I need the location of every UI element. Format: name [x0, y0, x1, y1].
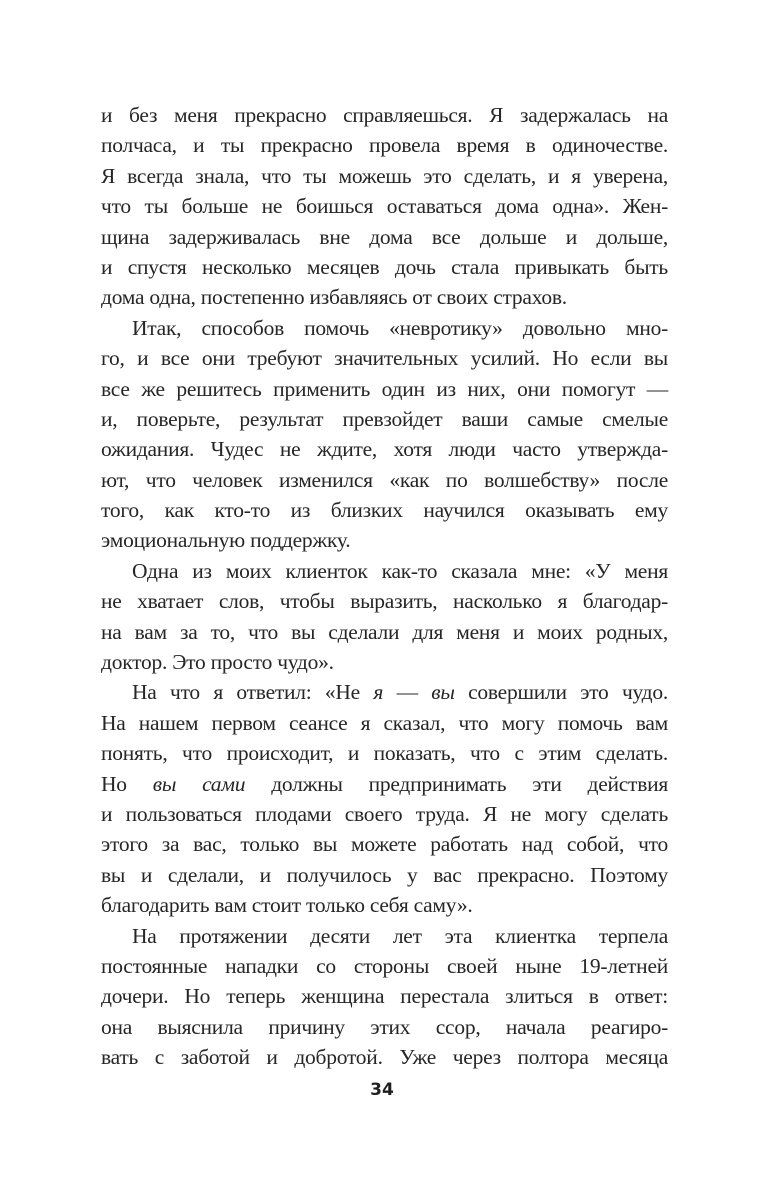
text-line	[101, 860, 668, 890]
text-run: и пользоваться плодами своего труда. Я не могу сделать	[101, 801, 668, 826]
text-run: —	[383, 680, 432, 705]
text-run: совершили это чудо.	[454, 680, 669, 705]
text-run: и, поверьте, результат превзойдет ваши самые смелые	[101, 406, 668, 431]
text-run: На нашем первом сеансе я сказал, что могу помочь вам	[101, 710, 668, 735]
text-run: полчаса, и ты прекрасно провела время в одиночестве.	[101, 133, 668, 158]
text-run: вать с заботой и добротой. Уже через полтора месяца	[101, 1045, 668, 1070]
text-line	[101, 161, 668, 191]
text-line	[101, 343, 668, 373]
text-run: этого за вас, только вы можете работать над собой, что	[101, 832, 668, 857]
text-run: и спустя несколько месяцев дочь стала привыкать быть	[101, 254, 668, 279]
text-line	[101, 586, 668, 616]
text-line	[101, 617, 668, 647]
text-line	[101, 465, 668, 495]
paragraph	[101, 100, 668, 313]
text-line	[101, 313, 668, 343]
page-number: 34	[370, 1080, 394, 1100]
text-line	[101, 769, 668, 799]
text-line	[101, 434, 668, 464]
text-run: эмоциональную поддержку.	[101, 528, 351, 553]
text-line	[101, 525, 668, 555]
text-line	[101, 981, 668, 1011]
text-line	[101, 191, 668, 221]
paragraph	[101, 313, 668, 556]
text-line	[101, 647, 668, 677]
text-run: благодарить вам стоит только себя саму».	[101, 893, 473, 918]
text-line	[101, 1042, 668, 1072]
text-line	[101, 100, 668, 130]
text-run: го, и все они требуют значительных усилий. Но если вы	[101, 346, 668, 371]
text-run: и без меня прекрасно справляешься. Я задержалась на	[101, 103, 668, 127]
italic-text: вы сами	[152, 771, 246, 796]
text-line	[101, 738, 668, 768]
paragraph	[101, 677, 668, 920]
text-line	[101, 951, 668, 981]
text-line	[101, 829, 668, 859]
text-run: дома одна, постепенно избавляясь от своих страхов.	[101, 285, 567, 310]
text-run: Одна из моих клиенток как-то сказала мне: «У меня	[132, 558, 668, 583]
paragraph	[101, 556, 668, 678]
text-line	[101, 556, 668, 586]
text-line	[101, 890, 668, 920]
text-line	[101, 921, 668, 951]
text-run: должны предпринимать эти действия	[245, 771, 669, 796]
text-run: все же решитесь применить один из них, они помогут —	[101, 376, 668, 401]
text-run: понять, что происходит, и показать, что с этим сделать.	[101, 741, 668, 766]
text-run: На протяжении десяти лет эта клиентка терпела	[132, 923, 668, 948]
text-run: Я всегда знала, что ты можешь это сделать, и я уверена,	[101, 163, 668, 188]
text-run: Но	[101, 771, 153, 796]
text-line	[101, 708, 668, 738]
text-run: она выяснила причину этих ссор, начала реагиро-	[101, 1014, 668, 1039]
text-run: щина задерживалась вне дома все дольше и дольше,	[101, 224, 668, 249]
paragraph	[101, 921, 668, 1073]
text-line	[101, 282, 668, 312]
text-line	[101, 404, 668, 434]
text-line	[101, 799, 668, 829]
text-line	[101, 374, 668, 404]
text-line	[101, 252, 668, 282]
text-run: дочери. Но теперь женщина перестала злиться в ответ:	[101, 984, 668, 1009]
text-run: вы и сделали, и получилось у вас прекрасно. Поэтому	[101, 862, 668, 887]
text-run: на вам за то, что вы сделали для меня и моих родных,	[101, 619, 668, 644]
text-run: ют, что человек изменился «как по волшебству» после	[101, 467, 668, 492]
text-run: того, как кто-то из близких научился оказывать ему	[101, 498, 668, 523]
text-run: постоянные нападки со стороны своей ныне 19-летней	[101, 953, 668, 978]
text-line	[101, 677, 668, 707]
text-line	[101, 222, 668, 252]
text-run: ожидания. Чудес не ждите, хотя люди часто утвержда-	[101, 437, 668, 462]
text-run: что ты больше не боишься оставаться дома одна». Жен-	[101, 194, 668, 219]
text-run: На что я ответил: «Не	[132, 680, 374, 705]
italic-text: я	[373, 680, 384, 705]
italic-text: вы	[431, 680, 455, 705]
body-text	[101, 100, 668, 1073]
text-line	[101, 495, 668, 525]
text-line	[101, 1012, 668, 1042]
text-line	[101, 130, 668, 160]
text-run: не хватает слов, чтобы выразить, насколько я благодар-	[101, 589, 668, 614]
text-run: Итак, способов помочь «невротику» довольно мно-	[132, 315, 668, 340]
text-run: доктор. Это просто чудо».	[101, 650, 334, 675]
